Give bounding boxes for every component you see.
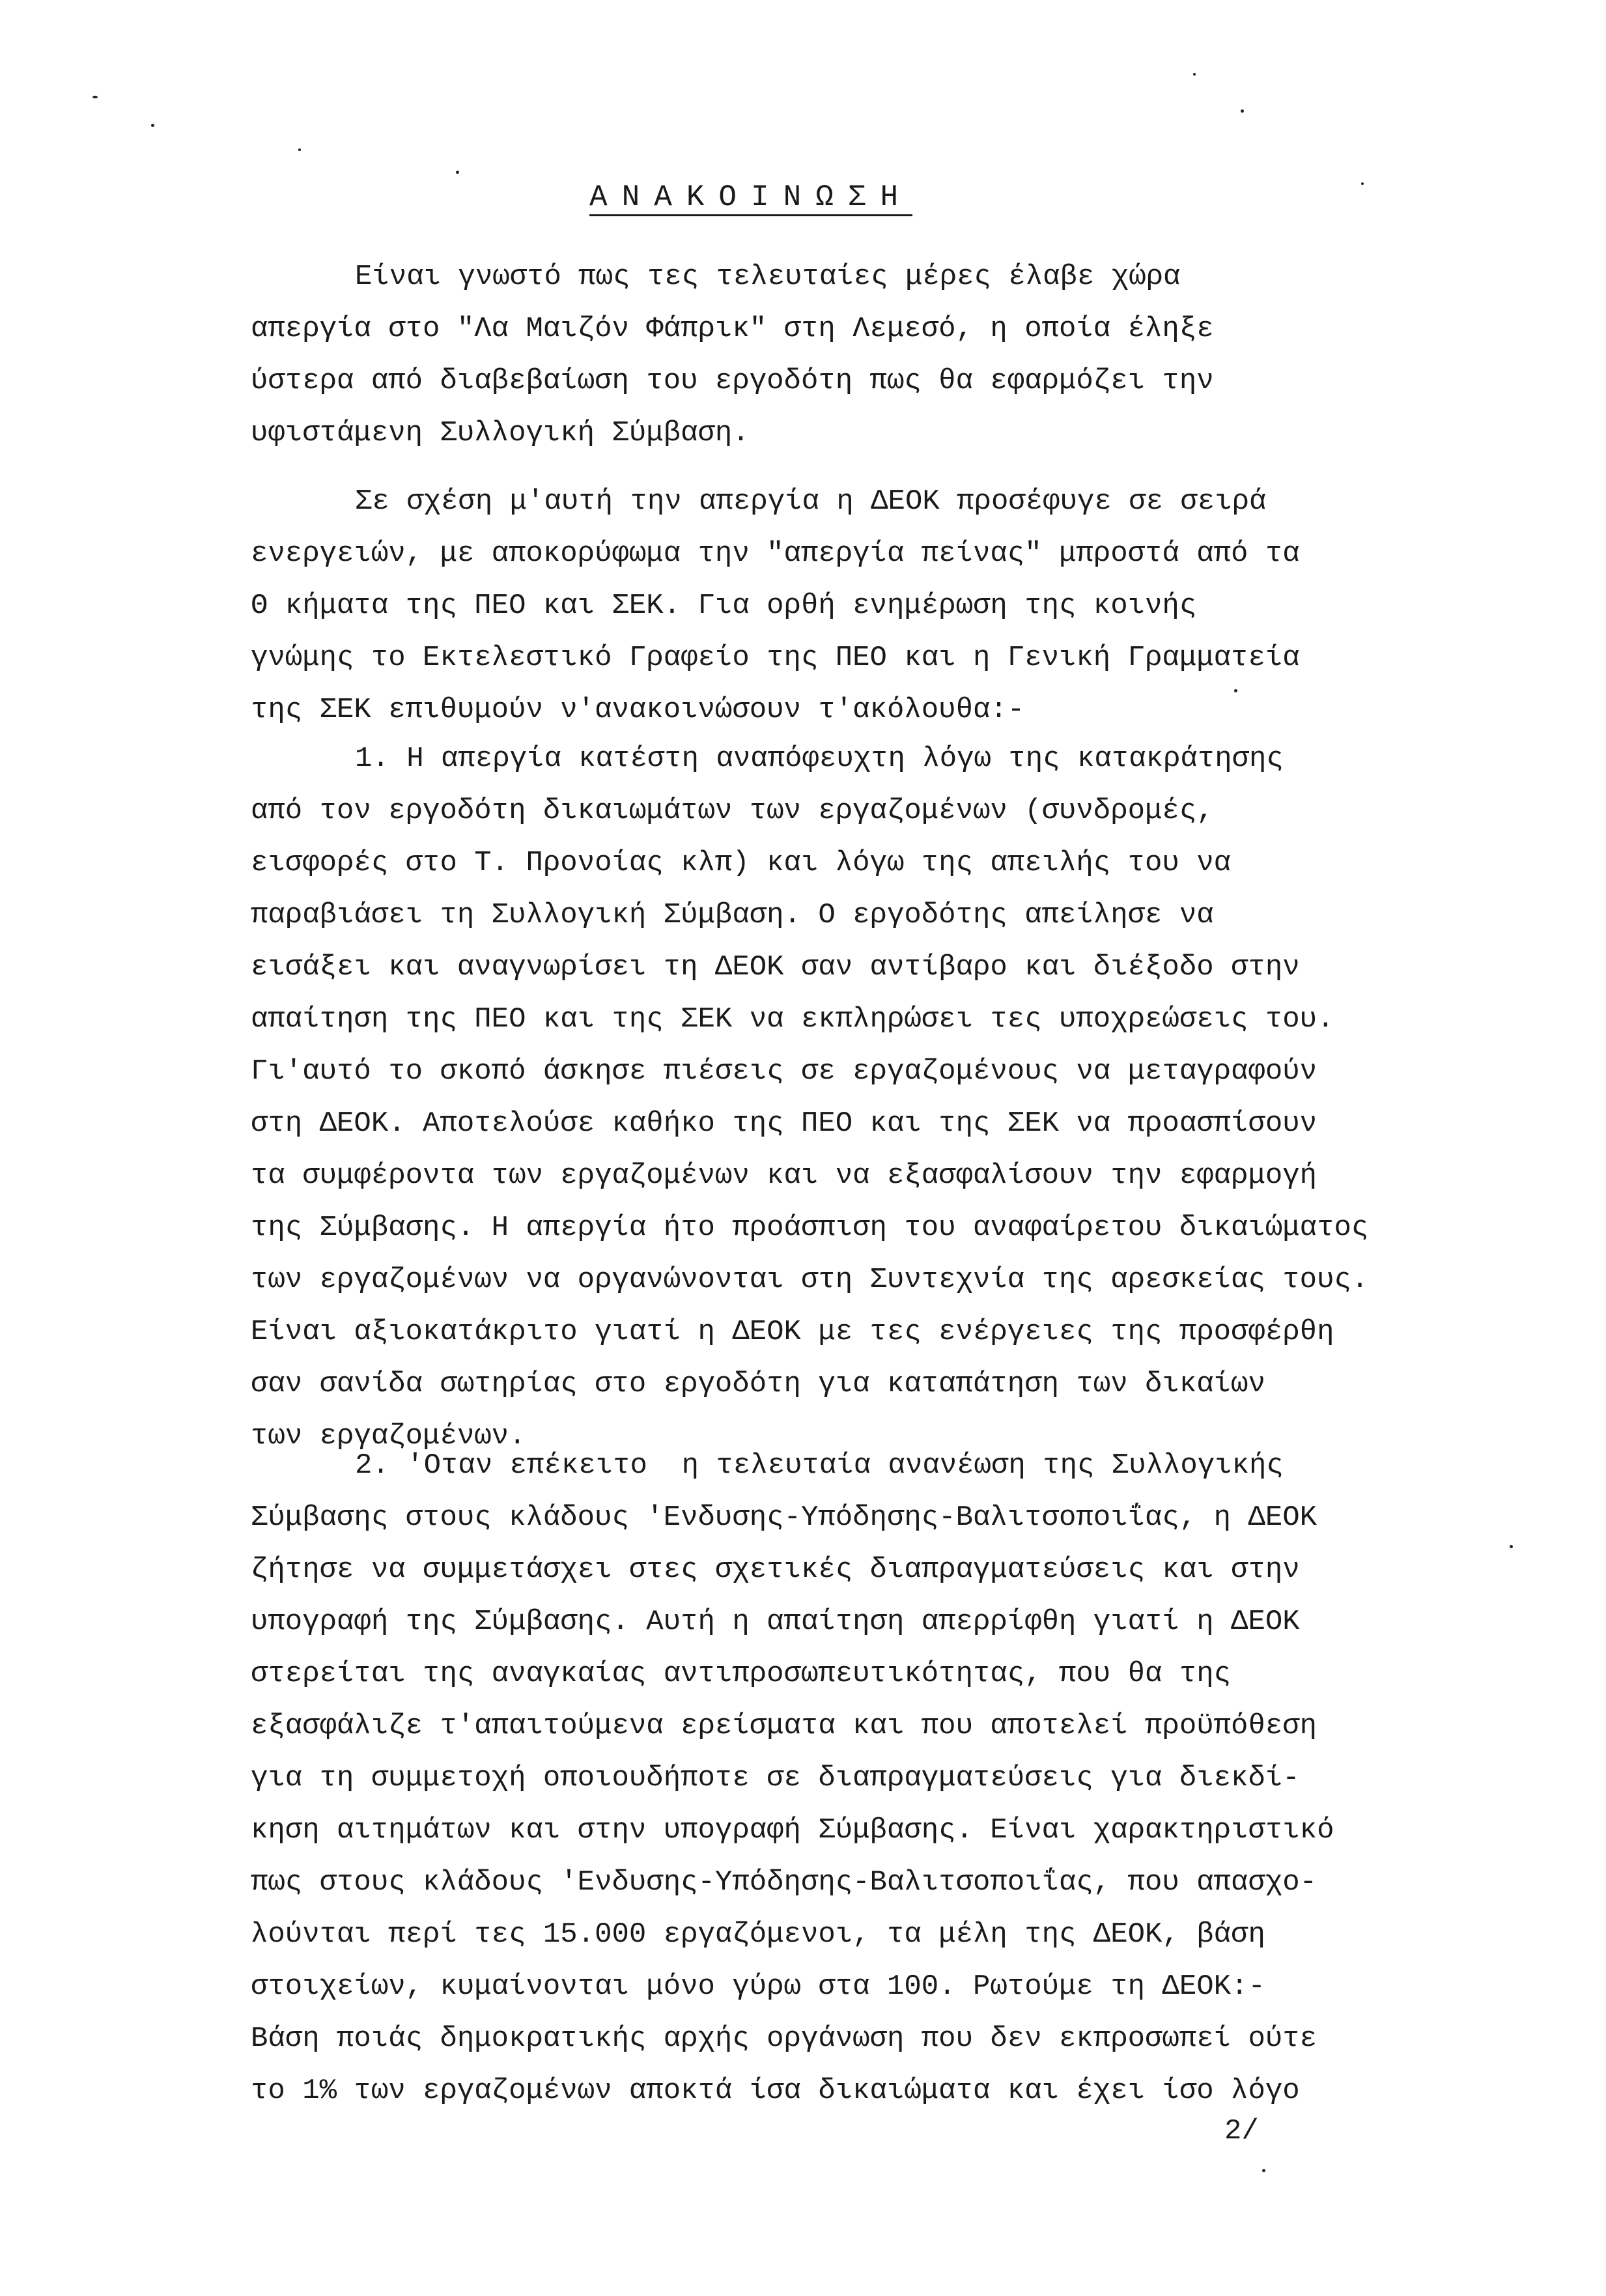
- page-title: ΑΝΑΚΟΙΝΩΣΗ: [589, 180, 913, 214]
- text-line: Γι'αυτό το σκοπό άσκησε πιέσεις σε εργαζομένους να μεταγραφούν: [251, 1055, 1317, 1088]
- paragraph-point-2: [251, 1439, 1547, 2117]
- text-line: υπογραφή της Σύμβασης. Αυτή η απαίτηση απερρίφθη γιατί η ΔΕΟΚ: [251, 1606, 1300, 1638]
- scan-speck: [1361, 182, 1364, 185]
- paragraph-point-1: [251, 733, 1547, 1462]
- scan-speck: [1262, 2169, 1265, 2172]
- text-line: εισάξει και αναγνωρίσει τη ΔΕΟΚ σαν αντίβαρο και διέξοδο στην: [251, 951, 1300, 984]
- text-line: στερείται της αναγκαίας αντιπροσωπευτικότητας, που θα της: [251, 1658, 1232, 1690]
- text-line: λούνται περί τες 15.000 εργαζόμενοι, τα μέλη της ΔΕΟΚ, βάση: [251, 1918, 1265, 1951]
- text-line: πως στους κλάδους 'Ενδυσης-Υπόδησης-Βαλιτσοποιΐας, που απασχο-: [251, 1866, 1317, 1899]
- text-line: Βάση ποιάς δημοκρατικής αρχής οργάνωση που δεν εκπροσωπεί ούτε: [251, 2022, 1317, 2055]
- text-line: της Σύμβασης. Η απεργία ήτο προάσπιση του αναφαίρετου δικαιώματος: [251, 1212, 1369, 1244]
- text-line: εξασφάλιζε τ'απαιτούμενα ερείσματα και που αποτελεί προϋπόθεση: [251, 1710, 1317, 1742]
- text-line: 2. 'Οταν επέκειτο η τελευταία ανανέωση της Συλλογικής: [355, 1449, 1284, 1482]
- paragraph-context: [251, 475, 1547, 736]
- scan-speck: [456, 171, 459, 174]
- text-line: τα συμφέροντα των εργαζομένων και να εξασφαλίσουν την εφαρμογή: [251, 1159, 1317, 1192]
- text-line: Σε σχέση μ'αυτή την απεργία η ΔΕΟΚ προσέφυγε σε σειρά: [355, 485, 1267, 518]
- scan-speck: [92, 96, 98, 98]
- text-line: Θ κήματα της ΠΕΟ και ΣΕΚ. Για ορθή ενημέρωση της κοινής: [251, 589, 1197, 622]
- text-line: των εργαζομένων να οργανώνονται στη Συντεχνία της αρεσκείας τους.: [251, 1264, 1369, 1296]
- scan-speck: [1193, 73, 1196, 76]
- text-line: υφιστάμενη Συλλογική Σύμβαση.: [251, 417, 750, 449]
- text-line: της ΣΕΚ επιθυμούν ν'ανακοινώσουν τ'ακόλουθα:-: [251, 694, 1025, 726]
- text-line: 1. Η απεργία κατέστη αναπόφευχτη λόγω της κατακράτησης: [355, 743, 1284, 775]
- text-line: για τη συμμετοχή οποιουδήποτε σε διαπραγματεύσεις για διεκδί-: [251, 1762, 1300, 1794]
- text-line: ενεργειών, με αποκορύφωμα την "απεργία πείνας" μπροστά από τα: [251, 537, 1300, 570]
- text-line: παραβιάσει τη Συλλογική Σύμβαση. Ο εργοδότης απείλησε να: [251, 899, 1214, 931]
- text-line: Είναι γνωστό πως τες τελευταίες μέρες έλαβε χώρα: [355, 261, 1181, 293]
- text-line: απεργία στο "Λα Μαιζόν Φάπρικ" στη Λεμεσό, η οποία έληξε: [251, 313, 1214, 345]
- text-line: Είναι αξιοκατάκριτο γιατί η ΔΕΟΚ με τες ενέργειες της προσφέρθη: [251, 1316, 1334, 1348]
- scan-speck: [298, 149, 301, 151]
- text-line: από τον εργοδότη δικαιωμάτων των εργαζομένων (συνδρομές,: [251, 795, 1214, 827]
- text-line: γνώμης το Εκτελεστικό Γραφείο της ΠΕΟ και η Γενική Γραμματεία: [251, 642, 1300, 674]
- text-line: το 1% των εργαζομένων αποκτά ίσα δικαιώματα και έχει ίσο λόγο: [251, 2075, 1300, 2107]
- scan-speck: [1241, 109, 1244, 113]
- text-line: κηση αιτημάτων και στην υπογραφή Σύμβασης. Είναι χαρακτηριστικό: [251, 1814, 1334, 1847]
- text-line: στη ΔΕΟΚ. Αποτελούσε καθήκο της ΠΕΟ και της ΣΕΚ να προασπίσουν: [251, 1107, 1317, 1140]
- text-line: των εργαζομένων.: [251, 1420, 526, 1453]
- text-line: Σύμβασης στους κλάδους 'Ενδυσης-Υπόδησης-Βαλιτσοποιΐας, η ΔΕΟΚ: [251, 1501, 1317, 1534]
- text-line: ύστερα από διαβεβαίωση του εργοδότη πως θα εφαρμόζει την: [251, 365, 1214, 397]
- page-number: 2/: [1224, 2115, 1259, 2147]
- text-line: ζήτησε να συμμετάσχει στες σχετικές διαπραγματεύσεις και στην: [251, 1553, 1300, 1586]
- text-line: απαίτηση της ΠΕΟ και της ΣΕΚ να εκπληρώσει τες υποχρεώσεις του.: [251, 1003, 1334, 1036]
- text-line: στοιχείων, κυμαίνονται μόνο γύρω στα 100. Ρωτούμε τη ΔΕΟΚ:-: [251, 1970, 1265, 2003]
- text-line: σαν σανίδα σωτηρίας στο εργοδότη για καταπάτηση των δικαίων: [251, 1368, 1265, 1400]
- scan-speck: [151, 124, 154, 127]
- text-line: εισφορές στο Τ. Προνοίας κλπ) και λόγω της απειλής του να: [251, 847, 1232, 879]
- paragraph-intro: [251, 251, 1547, 459]
